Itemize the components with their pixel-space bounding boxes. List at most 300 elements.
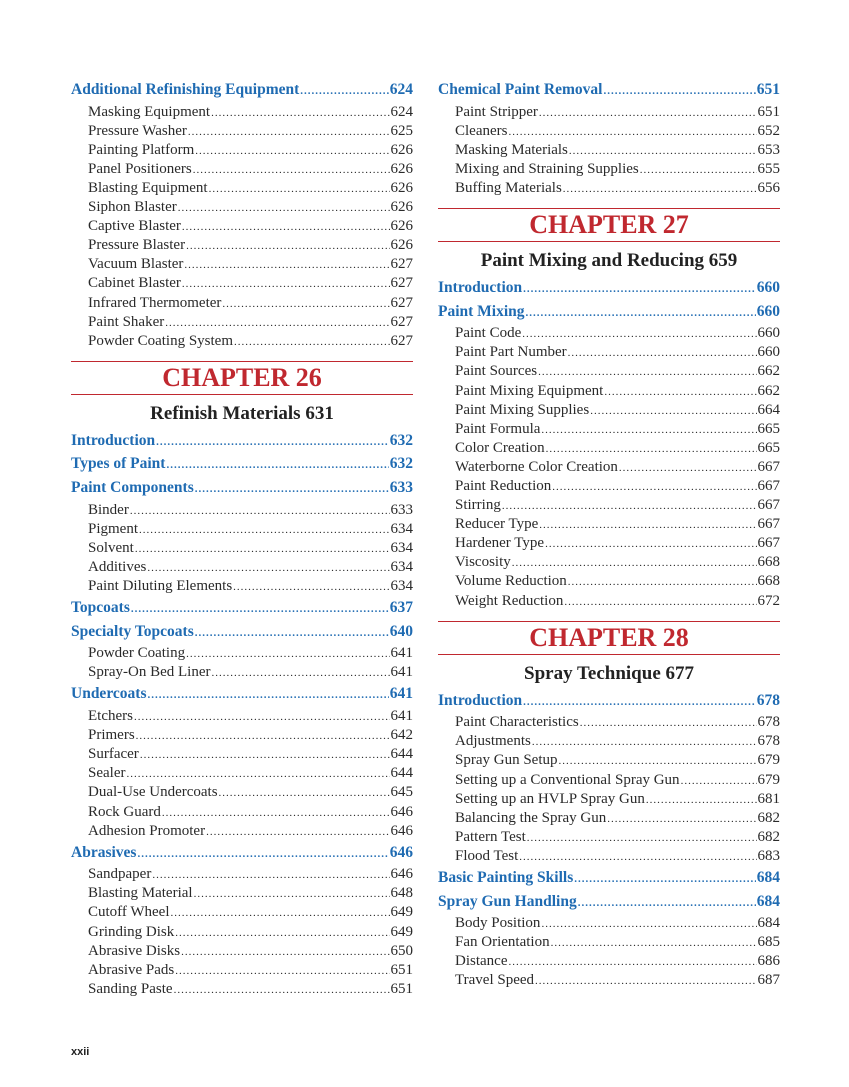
toc-section-entry[interactable] [71, 79, 413, 103]
toc-section-entry[interactable] [71, 597, 413, 621]
entry-page-number: 684 [756, 892, 780, 910]
toc-subsection-entry[interactable] [71, 217, 413, 236]
dot-leader [219, 784, 390, 802]
toc-subsection-entry[interactable] [71, 558, 413, 577]
toc-subsection-entry[interactable] [71, 179, 413, 198]
entry-title: Abrasive Disks [88, 942, 181, 959]
chapter-number: CHAPTER 26 [162, 362, 322, 392]
dot-leader [569, 142, 757, 160]
entry-title: Hardener Type [455, 535, 545, 552]
toc-subsection-entry[interactable] [438, 179, 780, 198]
entry-title: Binder [88, 501, 129, 518]
entry-title: Basic Painting Skills [438, 869, 574, 886]
toc-subsection-entry[interactable] [71, 313, 413, 332]
entry-title: Stirring [455, 497, 501, 514]
toc-section-entry[interactable] [438, 891, 780, 915]
entry-page-number: 633 [390, 501, 413, 518]
entry-page-number: 625 [390, 122, 413, 139]
chapter-rule-bottom [71, 394, 413, 395]
toc-subsection-entry[interactable] [438, 914, 780, 933]
toc-subsection-entry[interactable] [438, 458, 780, 477]
dot-leader [139, 521, 389, 539]
dot-leader [681, 772, 757, 790]
entry-page-number: 646 [390, 866, 413, 883]
entry-title: Spray Gun Handling [438, 892, 577, 910]
toc-subsection-entry[interactable] [71, 255, 413, 274]
chapter-heading [438, 621, 780, 687]
entry-page-number: 667 [757, 478, 780, 494]
dot-leader [523, 692, 756, 714]
toc-subsection-entry[interactable] [438, 382, 780, 401]
dot-leader [174, 981, 390, 999]
toc-subsection-entry[interactable] [71, 198, 413, 217]
toc-subsection-entry[interactable] [71, 332, 413, 351]
entry-title: Paint Characteristics [455, 714, 579, 731]
dot-leader [194, 885, 390, 903]
entry-title: Weight Reduction [455, 592, 564, 609]
toc-subsection-entry[interactable] [71, 980, 413, 999]
dot-leader [541, 421, 756, 439]
entry-page-number: 641 [390, 645, 413, 662]
entry-page-number: 634 [390, 577, 413, 594]
entry-page-number: 653 [757, 141, 780, 158]
dot-leader [532, 733, 757, 751]
dot-leader [539, 104, 757, 122]
toc-section-entry[interactable] [438, 301, 780, 325]
entry-page-number: 682 [757, 809, 780, 826]
dot-leader [188, 123, 390, 141]
entry-page-number: 644 [390, 765, 413, 782]
entry-page-number: 627 [390, 313, 413, 330]
entry-page-number: 660 [757, 325, 780, 342]
entry-page-number: 651 [390, 980, 413, 997]
toc-subsection-entry[interactable] [438, 401, 780, 420]
entry-page-number: 665 [757, 420, 780, 437]
toc-section-entry[interactable] [71, 621, 413, 645]
entry-title: Waterborne Color Creation [455, 458, 618, 475]
entry-page-number: 626 [390, 179, 413, 196]
toc-subsection-entry[interactable] [71, 644, 413, 663]
toc-subsection-entry[interactable] [438, 933, 780, 952]
toc-subsection-entry[interactable] [71, 577, 413, 596]
toc-subsection-entry[interactable] [71, 103, 413, 122]
dot-leader [568, 344, 757, 362]
entry-page-number: 626 [390, 141, 413, 158]
chapter-number: CHAPTER 27 [529, 210, 689, 240]
entry-page-number: 646 [390, 822, 413, 839]
entry-title: Undercoats [71, 685, 147, 703]
entry-title: Grinding Disk [88, 923, 175, 940]
toc-section-entry[interactable] [71, 453, 413, 477]
toc-subsection-entry[interactable] [71, 884, 413, 903]
entry-page-number: 641 [390, 708, 413, 725]
toc-section-entry[interactable] [438, 690, 780, 714]
toc-subsection-entry[interactable] [71, 501, 413, 520]
dot-leader [234, 333, 390, 351]
entry-title: Pigment [88, 520, 139, 537]
entry-title: Spray Gun Setup [455, 752, 558, 769]
toc-subsection-entry[interactable] [71, 539, 413, 558]
entry-title: Paint Mixing Equipment [455, 382, 604, 399]
toc-subsection-entry[interactable] [438, 122, 780, 141]
dot-leader [646, 791, 757, 809]
toc-subsection-entry[interactable] [438, 362, 780, 381]
dot-leader [175, 962, 389, 980]
entry-page-number: 656 [757, 179, 780, 196]
toc-section-entry[interactable] [438, 277, 780, 301]
dot-leader [640, 161, 757, 179]
dot-leader [184, 256, 389, 274]
entry-title: Vacuum Blaster [88, 256, 184, 273]
entry-page-number: 667 [757, 458, 780, 475]
toc-section-entry[interactable] [438, 867, 780, 891]
toc-section-entry[interactable] [71, 430, 413, 454]
dot-leader [195, 142, 389, 160]
dot-leader [502, 497, 757, 515]
dot-leader [178, 199, 390, 217]
entry-title: Pressure Washer [88, 122, 187, 139]
entry-page-number: 646 [389, 843, 413, 861]
dot-leader [175, 924, 389, 942]
entry-title: Paint Reduction [455, 478, 552, 494]
toc-subsection-entry[interactable] [71, 745, 413, 764]
toc-subsection-entry[interactable] [438, 572, 780, 591]
dot-leader [165, 314, 389, 332]
entry-title: Paint Sources [455, 363, 538, 380]
toc-subsection-entry[interactable] [438, 713, 780, 732]
entry-title: Painting Platform [88, 141, 195, 158]
entry-title: Viscosity [455, 554, 511, 571]
dot-leader [300, 81, 388, 103]
entry-page-number: 624 [390, 103, 413, 120]
entry-title: Paint Stripper [455, 103, 538, 120]
entry-title: Masking Equipment [88, 103, 211, 120]
entry-page-number: 626 [390, 160, 413, 177]
dot-leader [508, 953, 756, 971]
toc-subsection-entry[interactable] [71, 961, 413, 980]
entry-title: Travel Speed [455, 972, 535, 989]
entry-page-number: 646 [390, 803, 413, 820]
entry-title: Paint Part Number [455, 344, 567, 361]
chapter-rule-bottom [438, 241, 780, 242]
toc-subsection-entry[interactable] [71, 141, 413, 160]
dot-leader [162, 804, 390, 822]
dot-leader [508, 123, 756, 141]
chapter-title: Refinish Materials 631 [150, 402, 334, 424]
dot-leader [619, 459, 757, 477]
dot-leader [152, 866, 389, 884]
toc-subsection-entry[interactable] [438, 971, 780, 990]
entry-page-number: 626 [390, 218, 413, 235]
dot-leader [522, 325, 756, 343]
dot-leader [568, 573, 757, 591]
toc-subsection-entry[interactable] [438, 732, 780, 751]
entry-page-number: 627 [390, 275, 413, 292]
entry-page-number: 685 [757, 934, 780, 951]
entry-title: Primers [88, 727, 135, 744]
entry-page-number: 637 [389, 599, 413, 617]
dot-leader [603, 81, 755, 103]
entry-title: Adhesion Promoter [88, 822, 206, 839]
dot-leader [182, 275, 390, 293]
entry-page-number: 664 [757, 401, 780, 418]
toc-subsection-entry[interactable] [438, 496, 780, 515]
toc-subsection-entry[interactable] [71, 865, 413, 884]
entry-title: Masking Materials [455, 141, 568, 158]
dot-leader [193, 161, 390, 179]
toc-subsection-entry[interactable] [438, 952, 780, 971]
dot-leader [535, 972, 756, 990]
entry-title: Pressure Blaster [88, 237, 186, 254]
chapter-number: CHAPTER 28 [529, 622, 689, 652]
entry-title: Abrasive Pads [88, 961, 175, 978]
toc-section-entry[interactable] [71, 683, 413, 707]
entry-page-number: 684 [757, 915, 780, 932]
entry-page-number: 679 [757, 771, 780, 788]
entry-page-number: 624 [389, 81, 413, 98]
dot-leader [539, 516, 756, 534]
entry-title: Cleaners [455, 122, 508, 139]
toc-subsection-entry[interactable] [71, 923, 413, 942]
entry-title: Mixing and Straining Supplies [455, 160, 639, 177]
chapter-title: Paint Mixing and Reducing 659 [480, 250, 738, 272]
dot-leader [574, 869, 756, 891]
entry-title: Additives [88, 558, 147, 575]
dot-leader [551, 934, 757, 952]
chapter-heading [438, 208, 780, 274]
entry-title: Balancing the Spray Gun [455, 809, 607, 826]
dot-leader [130, 502, 390, 520]
entry-page-number: 682 [757, 828, 780, 845]
entry-title: Pattern Test [455, 828, 526, 845]
entry-page-number: 684 [756, 869, 780, 886]
entry-title: Types of Paint [71, 455, 166, 473]
entry-title: Adjustments [455, 733, 531, 750]
toc-subsection-entry[interactable] [438, 771, 780, 790]
dot-leader [209, 180, 390, 198]
toc-subsection-entry[interactable] [438, 809, 780, 828]
dot-leader [590, 402, 756, 420]
entry-page-number: 627 [390, 256, 413, 273]
entry-page-number: 683 [757, 847, 780, 864]
entry-page-number: 634 [390, 520, 413, 537]
dot-leader [541, 915, 756, 933]
dot-leader [552, 478, 756, 496]
entry-page-number: 632 [389, 455, 413, 473]
entry-page-number: 632 [389, 431, 413, 449]
dot-leader [545, 535, 756, 553]
dot-leader [126, 765, 389, 783]
chapter-heading [71, 361, 413, 427]
toc-subsection-entry[interactable] [438, 515, 780, 534]
toc-subsection-entry[interactable] [71, 294, 413, 313]
dot-leader [580, 714, 757, 732]
entry-title: Powder Coating System [88, 332, 233, 349]
toc-column-left [71, 79, 413, 999]
toc-subsection-entry[interactable] [438, 141, 780, 160]
toc-subsection-entry[interactable] [71, 903, 413, 922]
entry-title: Panel Positioners [88, 160, 192, 177]
dot-leader [538, 363, 756, 381]
toc-subsection-entry[interactable] [438, 439, 780, 458]
toc-subsection-entry[interactable] [71, 663, 413, 682]
entry-title: Abrasives [71, 843, 137, 861]
toc-subsection-entry[interactable] [438, 751, 780, 770]
entry-title: Etchers [88, 708, 133, 725]
toc-subsection-entry[interactable] [438, 160, 780, 179]
toc-subsection-entry[interactable] [71, 783, 413, 802]
dot-leader [156, 432, 389, 454]
toc-subsection-entry[interactable] [438, 828, 780, 847]
dot-leader [166, 455, 388, 477]
entry-title: Topcoats [71, 599, 130, 617]
dot-leader [564, 593, 756, 611]
toc-subsection-entry[interactable] [71, 122, 413, 141]
entry-page-number: 626 [390, 199, 413, 216]
entry-title: Infrared Thermometer [88, 294, 222, 311]
dot-leader [195, 623, 389, 645]
entry-page-number: 678 [757, 714, 780, 731]
entry-title: Paint Components [71, 479, 194, 496]
dot-leader [136, 727, 390, 745]
dot-leader [604, 383, 756, 401]
toc-subsection-entry[interactable] [71, 274, 413, 293]
entry-page-number: 651 [756, 81, 780, 98]
dot-leader [211, 104, 389, 122]
toc-subsection-entry[interactable] [71, 764, 413, 783]
dot-leader [222, 295, 389, 313]
entry-title: Setting up a Conventional Spray Gun [455, 771, 680, 788]
entry-title: Blasting Equipment [88, 179, 208, 196]
toc-subsection-entry[interactable] [71, 822, 413, 841]
dot-leader [559, 752, 757, 770]
entry-title: Sealer [88, 765, 126, 782]
dot-leader [186, 237, 389, 255]
entry-page-number: 651 [390, 961, 413, 978]
entry-page-number: 642 [390, 727, 413, 744]
toc-subsection-entry[interactable] [71, 707, 413, 726]
entry-page-number: 627 [390, 332, 413, 349]
dot-leader [140, 746, 390, 764]
entry-page-number: 660 [756, 279, 780, 297]
toc-subsection-entry[interactable] [71, 160, 413, 179]
entry-title: Cabinet Blaster [88, 275, 181, 292]
entry-page-number: 649 [390, 904, 413, 921]
toc-section-entry[interactable] [71, 477, 413, 501]
dot-leader [578, 893, 756, 915]
entry-title: Captive Blaster [88, 218, 181, 235]
toc-subsection-entry[interactable] [438, 790, 780, 809]
entry-page-number: 660 [757, 344, 780, 361]
toc-subsection-entry[interactable] [438, 592, 780, 611]
entry-title: Buffing Materials [455, 179, 562, 196]
entry-page-number: 655 [757, 160, 780, 177]
toc-subsection-entry[interactable] [71, 942, 413, 961]
entry-title: Body Position [455, 915, 541, 932]
entry-page-number: 644 [390, 746, 413, 763]
entry-page-number: 650 [390, 942, 413, 959]
entry-page-number: 641 [389, 685, 413, 703]
entry-title: Introduction [71, 431, 156, 449]
entry-page-number: 626 [390, 237, 413, 254]
entry-page-number: 652 [757, 122, 780, 139]
entry-title: Rock Guard [88, 803, 161, 820]
toc-section-entry[interactable] [71, 842, 413, 866]
toc-subsection-entry[interactable] [438, 343, 780, 362]
dot-leader [135, 540, 390, 558]
entry-page-number: 641 [390, 664, 413, 681]
toc-subsection-entry[interactable] [438, 324, 780, 343]
dot-leader [181, 943, 389, 961]
toc-subsection-entry[interactable] [71, 520, 413, 539]
entry-page-number: 686 [757, 953, 780, 970]
entry-title: Introduction [438, 279, 523, 297]
entry-title: Color Creation [455, 439, 545, 456]
dot-leader [519, 848, 756, 866]
entry-title: Paint Shaker [88, 313, 165, 330]
entry-title: Paint Diluting Elements [88, 577, 233, 594]
toc-subsection-entry[interactable] [438, 103, 780, 122]
entry-page-number: 678 [757, 733, 780, 750]
toc-subsection-entry[interactable] [438, 534, 780, 553]
entry-title: Flood Test [455, 847, 519, 864]
entry-title: Setting up an HVLP Spray Gun [455, 790, 645, 807]
entry-page-number: 667 [757, 535, 780, 552]
entry-title: Dual-Use Undercoats [88, 784, 218, 801]
dot-leader [171, 904, 390, 922]
toc-section-entry[interactable] [438, 79, 780, 103]
toc-subsection-entry[interactable] [438, 847, 780, 866]
entry-title: Cutoff Wheel [88, 904, 170, 921]
entry-page-number: 668 [757, 554, 780, 571]
dot-leader [182, 218, 390, 236]
toc-subsection-entry[interactable] [71, 726, 413, 745]
entry-title: Blasting Material [88, 885, 193, 902]
toc-subsection-entry[interactable] [438, 553, 780, 572]
entry-page-number: 651 [757, 103, 780, 120]
entry-title: Paint Formula [455, 420, 541, 437]
entry-title: Specialty Topcoats [71, 622, 194, 640]
entry-title: Distance [455, 953, 508, 970]
dot-leader [233, 578, 389, 596]
dot-leader [546, 440, 757, 458]
toc-column-right [438, 79, 780, 991]
toc-subsection-entry[interactable] [71, 803, 413, 822]
entry-page-number: 672 [757, 592, 780, 609]
entry-page-number: 640 [389, 622, 413, 640]
toc-subsection-entry[interactable] [438, 420, 780, 439]
entry-page-number: 665 [757, 439, 780, 456]
dot-leader [211, 664, 389, 682]
page-number: xxii [71, 1046, 90, 1058]
dot-leader [206, 823, 389, 841]
dot-leader [137, 844, 388, 866]
entry-page-number: 667 [757, 516, 780, 533]
entry-page-number: 662 [757, 363, 780, 380]
entry-page-number: 668 [757, 573, 780, 590]
entry-title: Siphon Blaster [88, 199, 177, 216]
entry-title: Paint Code [455, 325, 522, 342]
entry-title: Introduction [438, 691, 523, 709]
toc-subsection-entry[interactable] [71, 236, 413, 255]
entry-title: Sandpaper [88, 866, 152, 883]
entry-page-number: 678 [756, 691, 780, 709]
toc-subsection-entry[interactable] [438, 477, 780, 496]
entry-page-number: 634 [390, 558, 413, 575]
dot-leader [607, 810, 756, 828]
dot-leader [512, 554, 757, 572]
entry-title: Paint Mixing Supplies [455, 401, 590, 418]
